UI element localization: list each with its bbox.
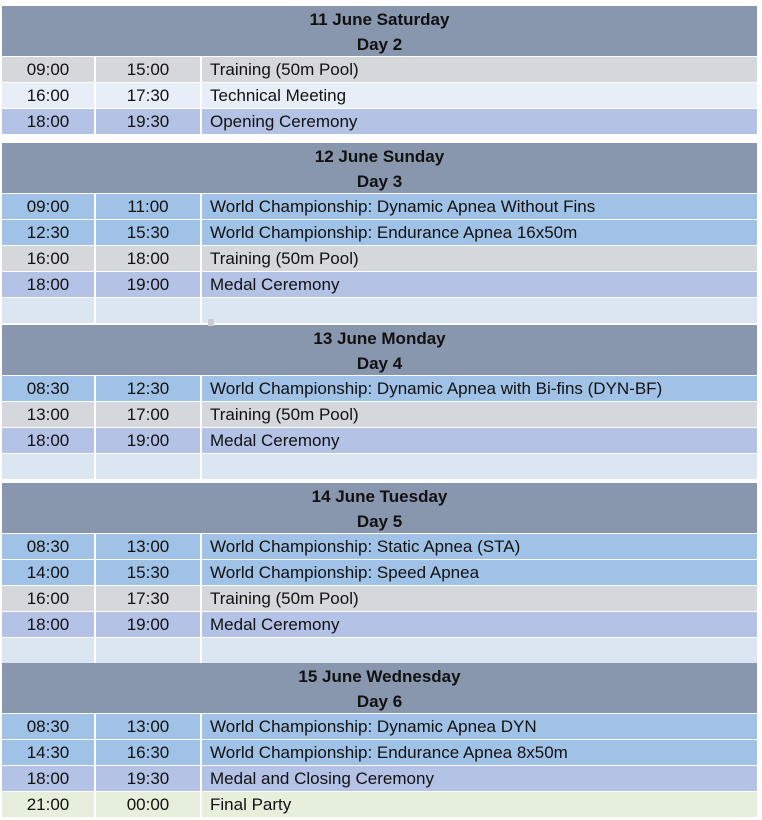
start-time: 16:00 (2, 246, 96, 271)
end-time: 19:30 (96, 109, 202, 134)
end-time: 19:00 (96, 612, 202, 637)
schedule-row (2, 560, 757, 586)
end-time: 00:00 (96, 792, 202, 817)
end-time: 12:30 (96, 376, 202, 401)
schedule-row (2, 586, 757, 612)
schedule-row (2, 376, 757, 402)
start-time: 18:00 (2, 272, 96, 297)
start-time: 08:30 (2, 714, 96, 739)
day-date: 14 June Tuesday (311, 487, 448, 506)
event-name: Training (50m Pool) (210, 405, 359, 424)
schedule-row (2, 534, 757, 560)
end-time (96, 298, 202, 323)
event-name (202, 298, 757, 323)
end-time: 19:30 (96, 766, 202, 791)
end-time: 16:30 (96, 740, 202, 765)
day-block (2, 663, 757, 818)
schedule-row (2, 766, 757, 792)
start-time: 09:00 (2, 57, 96, 82)
event-name (202, 454, 757, 479)
page-separator-mark (208, 319, 214, 326)
day-number: Day 2 (356, 35, 403, 54)
event-name: Training (50m Pool) (210, 60, 359, 79)
day-block (2, 143, 757, 324)
day-date: 15 June Wednesday (298, 667, 461, 686)
blank-row (2, 454, 757, 480)
end-time: 18:00 (96, 246, 202, 271)
start-time (2, 638, 96, 663)
event-name: World Championship: Endurance Apnea 16x50m (210, 223, 578, 242)
event-name (202, 638, 757, 663)
event-name: Medal Ceremony (210, 275, 340, 294)
end-time: 13:00 (96, 534, 202, 559)
schedule-row (2, 402, 757, 428)
day-header (2, 6, 757, 57)
schedule-row (2, 194, 757, 220)
event-name: Medal Ceremony (210, 615, 340, 634)
schedule-row (2, 109, 757, 135)
day-header (2, 483, 757, 534)
end-time: 19:00 (96, 428, 202, 453)
end-time: 13:00 (96, 714, 202, 739)
event-name: Technical Meeting (210, 86, 347, 105)
day-block (2, 6, 757, 135)
start-time: 12:30 (2, 220, 96, 245)
start-time: 21:00 (2, 792, 96, 817)
start-time: 18:00 (2, 109, 96, 134)
end-time (96, 454, 202, 479)
start-time (2, 298, 96, 323)
day-number: Day 4 (356, 354, 403, 373)
end-time: 15:30 (96, 560, 202, 585)
event-name: World Championship: Speed Apnea (210, 563, 480, 582)
start-time: 14:30 (2, 740, 96, 765)
end-time: 11:00 (96, 194, 202, 219)
schedule-row (2, 246, 757, 272)
start-time: 16:00 (2, 586, 96, 611)
schedule-row (2, 792, 757, 818)
start-time: 08:30 (2, 534, 96, 559)
event-name: Training (50m Pool) (210, 589, 359, 608)
day-header (2, 143, 757, 194)
end-time: 17:30 (96, 586, 202, 611)
event-name: World Championship: Endurance Apnea 8x50m (210, 743, 568, 762)
end-time: 17:30 (96, 83, 202, 108)
start-time: 09:00 (2, 194, 96, 219)
day-number: Day 5 (356, 512, 403, 531)
start-time: 18:00 (2, 612, 96, 637)
schedule-row (2, 612, 757, 638)
event-name: World Championship: Dynamic Apnea DYN (210, 717, 537, 736)
schedule-row (2, 272, 757, 298)
event-name: Training (50m Pool) (210, 249, 359, 268)
event-name: World Championship: Dynamic Apnea with Bi-fins (DYN-BF) (210, 379, 663, 398)
schedule-row (2, 220, 757, 246)
day-date: 13 June Monday (313, 329, 446, 348)
start-time: 13:00 (2, 402, 96, 427)
start-time: 18:00 (2, 428, 96, 453)
day-header (2, 325, 757, 376)
schedule-row (2, 740, 757, 766)
end-time (96, 638, 202, 663)
end-time: 15:00 (96, 57, 202, 82)
start-time: 08:30 (2, 376, 96, 401)
schedule-row (2, 57, 757, 83)
event-name: Opening Ceremony (210, 112, 358, 131)
start-time: 16:00 (2, 83, 96, 108)
day-header (2, 663, 757, 714)
end-time: 19:00 (96, 272, 202, 297)
event-name: Medal Ceremony (210, 431, 340, 450)
schedule-row (2, 428, 757, 454)
day-block (2, 325, 757, 480)
start-time (2, 454, 96, 479)
day-number: Day 6 (356, 692, 403, 711)
end-time: 17:00 (96, 402, 202, 427)
day-date: 11 June Saturday (309, 10, 450, 29)
event-name: Medal and Closing Ceremony (210, 769, 434, 788)
event-name: Final Party (210, 795, 292, 814)
day-number: Day 3 (356, 172, 403, 191)
day-block (2, 483, 757, 664)
event-name: World Championship: Dynamic Apnea Without Fins (210, 197, 596, 216)
event-name: World Championship: Static Apnea (STA) (210, 537, 521, 556)
schedule-row (2, 83, 757, 109)
start-time: 18:00 (2, 766, 96, 791)
day-date: 12 June Sunday (314, 147, 445, 166)
end-time: 15:30 (96, 220, 202, 245)
blank-row (2, 298, 757, 324)
schedule-row (2, 714, 757, 740)
blank-row (2, 638, 757, 664)
start-time: 14:00 (2, 560, 96, 585)
